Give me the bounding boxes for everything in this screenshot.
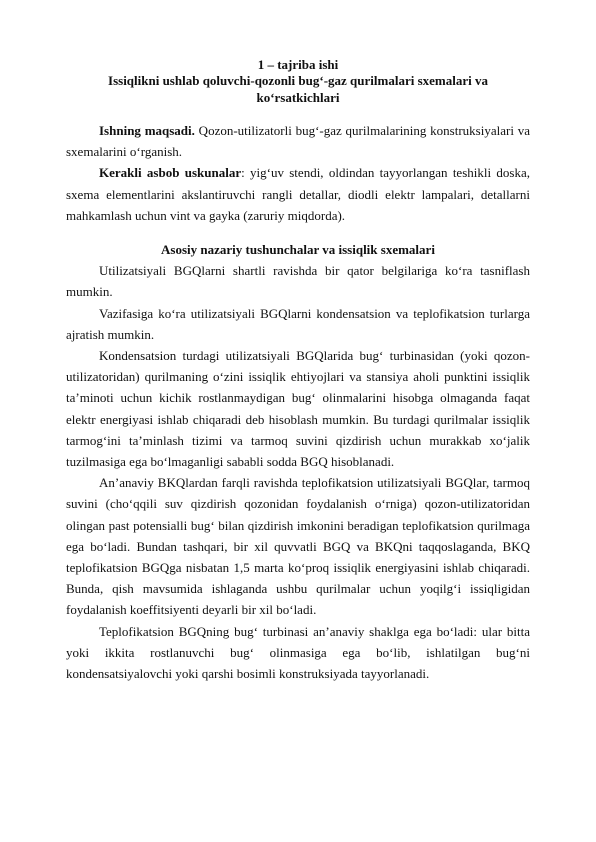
purpose-paragraph [66,120,530,162]
tools-paragraph [66,162,530,226]
tools-label: Kerakli asbob uskunalar [99,165,242,181]
body-paragraph-4: An’anaviy BKQlardan farqli ravishda teplofikatsion utilizatsiyali BGQlar, tarmoq suvini (cho‘qqili suv qizdirish qozonidan foydalanish o‘rniga) qozon-utilizatoridan olingan past potensialli bug‘ bilan qizdirish imkonini beradigan teplofikatsion qurilmaga ega bo‘ladi. Bundan tashqari, bir xil quvvatli BGQ va BKQni taqqoslaganda, BKQ teplofikatsion BGQga nisbatan 1,5 marta ko‘proq issiqlik energiyasini ishlab chiqaradi. Bunda, qish mavsumida ishlaganda ushbu qurilmalar uchun yoqilg‘i issiqligidan foydalanish koeffitsiyenti deyarli bir xil bo‘ladi. [66,475,530,618]
body-paragraph-1: Utilizatsiyali BGQlarni shartli ravishda bir qator belgilariga ko‘ra tasniflash mumkin. [66,263,530,300]
work-number: 1 – tajriba ishi [257,57,339,72]
purpose-label: Ishning maqsadi. [99,123,195,138]
document-title-line-1: Issiqlikni ushlab qoluvchi-qozonli bug‘-gaz qurilmalari sxemalari va [108,73,488,88]
purpose-text: Qozon-utilizatorli bug‘-gaz qurilmalarining konstruksiyalari va sxemalarini o‘rganish. [66,123,530,160]
body-paragraph-2: Vazifasiga ko‘ra utilizatsiyali BGQlarni kondensatsion va teplofikatsion turlarga ajratish mumkin. [66,305,530,342]
document-title-line-2: ko‘rsatkichlari [256,90,340,105]
body-paragraph-3: Kondensatsion turdagi utilizatsiyali BGQlarida bug‘ turbinasidan (yoki qozon-utilizatoridan) qurilmaning o‘zini issiqlik ehtiyojlari va stansiya aholi punktini issiqlik ta’minoti uchun kichik rostlanmaydigan bug‘ olinmalarini hisobga olmaganda faqat elektr energiyasi ishlab chiqaradi deb hisoblash mumkin. Bu turdagi qurilmalar issiqlik tarmog‘ini ta’minlash tizimi va tarmoq suvini qizdirish uchun murakkab xo‘jalik tuzilmasiga ega bo‘lmaganligi sababli sodda BGQ hisoblanadi. [66,348,530,470]
body-paragraph-5: Teplofikatsion BGQning bug‘ turbinasi an’anaviy shaklga ega bo‘ladi: ular bitta yoki ikkita rostlanuvchi bug‘ olinmasiga ega bo‘lib, ishlatilgan bug‘ni kondensatsiyalovchi yoki qarshi bosimli konstruksiyada tayyorlanadi. [66,623,530,682]
tools-text: : yig‘uv stendi, oldindan tayyorlangan teshikli doska, sxema elementlarini akslantiruvchi rangli detallar, diodli elektr lampalari, detallarni mahkamlash uchun vint va gayka (zaruriy miqdorda). [66,165,530,223]
section-title: Asosiy nazariy tushunchalar va issiqlik sxemalari [161,242,435,258]
document-body [66,57,530,684]
